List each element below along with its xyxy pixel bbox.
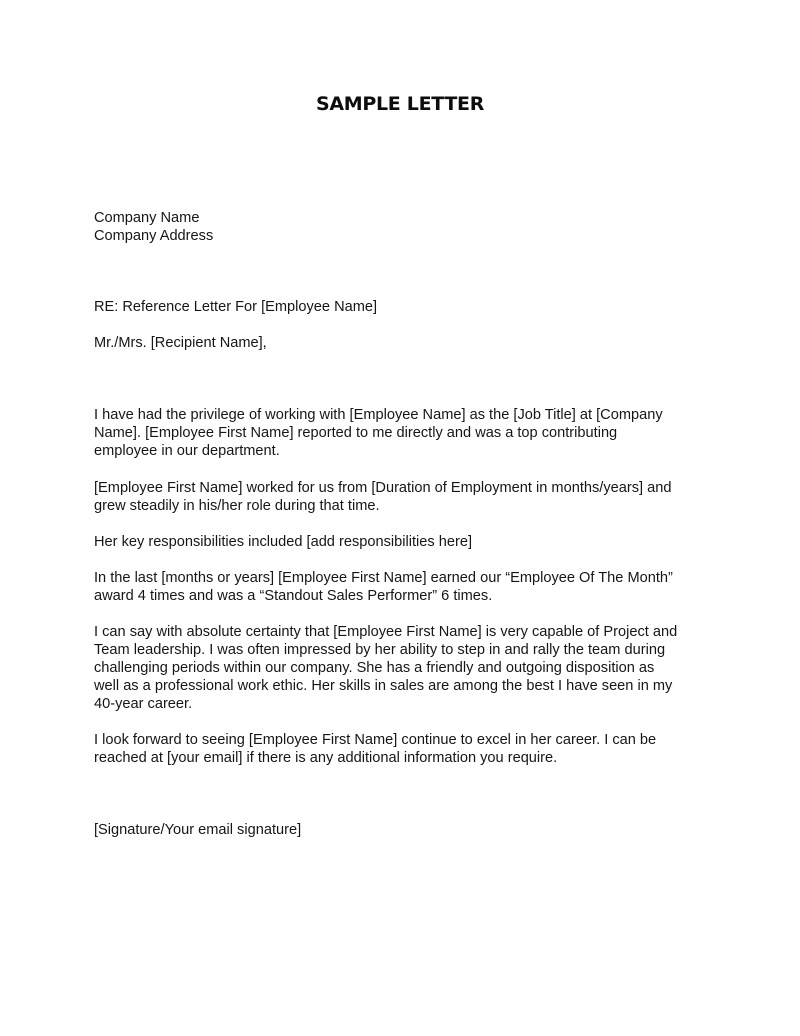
- paragraph-5: [94, 623, 714, 713]
- re-line-text: RE: Reference Letter For [Employee Name]: [94, 299, 378, 315]
- paragraph-line: award 4 times and was a “Standout Sales Performer” 6 times.: [94, 588, 493, 604]
- signature-block: [94, 821, 714, 839]
- paragraph-6: [94, 731, 714, 767]
- paragraph-line: Team leadership. I was often impressed by her ability to step in and rally the team during: [94, 642, 666, 658]
- company-name: Company Name: [94, 210, 200, 226]
- paragraph-line: grew steadily in his/her role during that time.: [94, 498, 380, 514]
- paragraph-line: [Employee First Name] worked for us from [Duration of Employment in months/years] and: [94, 480, 672, 496]
- paragraph-2: [94, 479, 714, 515]
- paragraph-line: Name]. [Employee First Name] reported to me directly and was a top contributing: [94, 425, 618, 441]
- paragraph-line: reached at [your email] if there is any additional information you require.: [94, 750, 558, 766]
- paragraph-line: 40-year career.: [94, 696, 193, 712]
- paragraph-4: [94, 569, 714, 605]
- re-line: [94, 298, 714, 316]
- paragraph-line: challenging periods within our company. She has a friendly and outgoing disposition as: [94, 660, 655, 676]
- paragraph-1: [94, 406, 714, 460]
- paragraph-line: employee in our department.: [94, 443, 280, 459]
- paragraph-line: well as a professional work ethic. Her skills in sales are among the best I have seen in my: [94, 678, 673, 694]
- paragraph-line: Her key responsibilities included [add responsibilities here]: [94, 534, 473, 550]
- salutation: [94, 334, 714, 352]
- sender-block: [94, 209, 714, 245]
- salutation-text: Mr./Mrs. [Recipient Name],: [94, 335, 267, 351]
- paragraph-line: In the last [months or years] [Employee First Name] earned our “Employee Of The Month”: [94, 570, 673, 586]
- page-title: SAMPLE LETTER: [315, 93, 485, 115]
- paragraph-line: I have had the privilege of working with [Employee Name] as the [Job Title] at [Company: [94, 407, 663, 423]
- paragraph-line: I look forward to seeing [Employee First Name] continue to excel in her career. I can be: [94, 732, 657, 748]
- paragraph-line: I can say with absolute certainty that [Employee First Name] is very capable of Project and: [94, 624, 678, 640]
- paragraph-3: [94, 533, 714, 551]
- company-address: Company Address: [94, 228, 214, 244]
- signature-text: [Signature/Your email signature]: [94, 822, 302, 838]
